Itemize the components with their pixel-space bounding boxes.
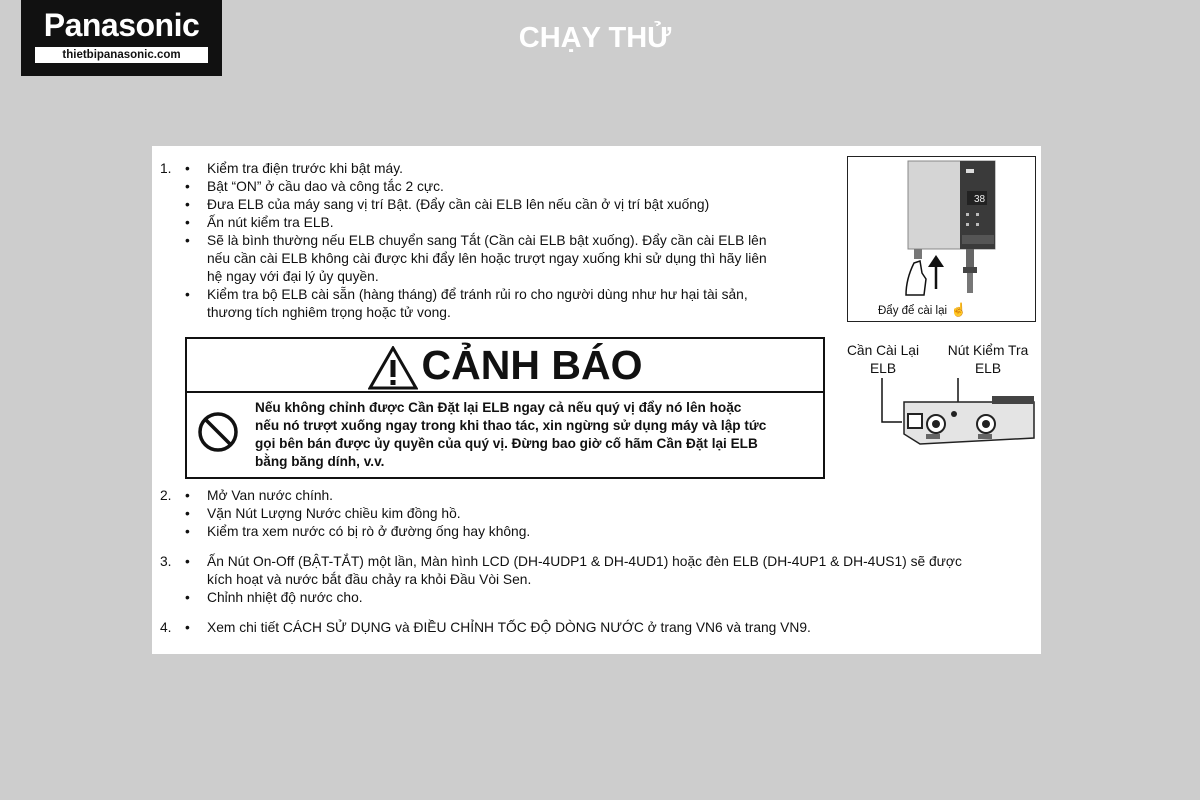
step-text: Mở Van nước chính. bbox=[207, 488, 334, 503]
reset-lever-label-line: ELB bbox=[869, 361, 897, 376]
step-text: thương tích nghiêm trọng hoặc tử vong. bbox=[207, 305, 451, 320]
warning-line: nếu nó trượt xuống ngay trong khi thao tác, xin ngừng sử dụng máy và lập tức bbox=[255, 418, 767, 433]
page-title: CHẠY THỬ bbox=[518, 22, 672, 54]
step-text: Kiểm tra điện trước khi bật máy. bbox=[207, 161, 403, 176]
bullet-icon: • bbox=[185, 233, 190, 248]
bullet-icon: • bbox=[185, 554, 190, 569]
bullet-icon: • bbox=[185, 215, 190, 230]
reset-lever-label-line: Cần Cài Lại bbox=[846, 343, 920, 358]
step-number: 1. bbox=[160, 161, 172, 176]
warning-title-row bbox=[187, 341, 823, 390]
panasonic-logo bbox=[21, 0, 222, 76]
step-number: 2. bbox=[160, 488, 172, 503]
warning-text bbox=[255, 399, 815, 471]
test-button-label bbox=[938, 342, 1038, 378]
figure-caption-text: Đẩy để cài lại bbox=[878, 305, 948, 317]
bullet-icon: • bbox=[185, 590, 190, 605]
lcd-display-icon bbox=[973, 191, 987, 205]
step-text: kích hoạt và nước bắt đầu chảy ra khỏi Đầu Vòi Sen. bbox=[207, 572, 532, 587]
instruction-sheet bbox=[152, 146, 1041, 654]
lcd-display-value: 38 bbox=[974, 194, 986, 205]
water-heater-figure bbox=[847, 156, 1036, 322]
logo-url: thietbipanasonic.com bbox=[35, 47, 208, 63]
water-heater-illustration bbox=[848, 157, 1035, 297]
warning-line: bằng băng dính, v.v. bbox=[255, 454, 385, 469]
bullet-icon: • bbox=[185, 488, 190, 503]
figure-caption bbox=[878, 302, 967, 318]
bullet-icon: • bbox=[185, 161, 190, 176]
hand-icon: ☝ bbox=[947, 302, 967, 317]
step-text: Bật “ON” ở cầu dao và công tắc 2 cực. bbox=[207, 179, 444, 194]
prohibited-icon bbox=[197, 411, 239, 453]
step-text: Kiểm tra xem nước có bị rò ở đường ống hay không. bbox=[207, 524, 531, 539]
step-number: 4. bbox=[160, 620, 172, 635]
step-text: nếu cần cài ELB không cài được khi đẩy lên hoặc trượt ngay xuống khi sử dụng thì hãy liên bbox=[207, 251, 767, 266]
step-text: Ấn Nút On-Off (BẬT-TẮT) một lần, Màn hình LCD (DH-4UDP1 & DH-4UD1) hoặc đèn ELB (DH-4UP1 & DH-4US1) sẽ được bbox=[207, 554, 962, 569]
step-text: Sẽ là bình thường nếu ELB chuyển sang Tắt (Cần cài ELB bật xuống). Đẩy cần cài ELB lên bbox=[207, 233, 767, 248]
bullet-icon: • bbox=[185, 524, 190, 539]
step-text: Kiểm tra bộ ELB cài sẵn (hàng tháng) để tránh rủi ro cho người dùng như hư hại tài sản, bbox=[207, 287, 748, 302]
warning-title: CẢNH BÁO bbox=[421, 342, 643, 388]
bullet-icon: • bbox=[185, 287, 190, 302]
step-text: Chỉnh nhiệt độ nước cho. bbox=[207, 590, 363, 605]
warning-header bbox=[187, 339, 823, 393]
elb-panel-illustration bbox=[842, 378, 1038, 458]
warning-line: gọi bên bán được ủy quyền của quý vị. Đừng bao giờ cố hãm Cần Đặt lại ELB bbox=[255, 436, 758, 451]
warning-line: Nếu không chỉnh được Cần Đặt lại ELB ngay cả nếu quý vị đẩy nó lên hoặc bbox=[255, 400, 742, 415]
step-text: Đưa ELB của máy sang vị trí Bật. (Đẩy cần cài ELB lên nếu cần ở vị trí bật xuống) bbox=[207, 197, 710, 212]
logo-brand: Panasonic bbox=[43, 7, 200, 43]
bullet-icon: • bbox=[185, 179, 190, 194]
bullet-icon: • bbox=[185, 506, 190, 521]
step-text: hệ ngay với đại lý ủy quyền. bbox=[207, 269, 379, 284]
step-number: 3. bbox=[160, 554, 172, 569]
test-button-label-line: Nút Kiểm Tra bbox=[947, 343, 1029, 358]
step-text: Ấn nút kiểm tra ELB. bbox=[207, 215, 334, 230]
step-text: Xem chi tiết CÁCH SỬ DỤNG và ĐIỀU CHỈNH TỐC ĐỘ DÒNG NƯỚC ở trang VN6 và trang VN9. bbox=[207, 620, 811, 635]
bullet-icon: • bbox=[185, 197, 190, 212]
bullet-icon: • bbox=[185, 620, 190, 635]
warning-box bbox=[185, 337, 825, 479]
warning-triangle-icon bbox=[368, 346, 418, 390]
step-text: Vặn Nút Lượng Nước chiều kim đồng hồ. bbox=[207, 506, 461, 521]
reset-lever-label bbox=[838, 342, 928, 378]
test-button-label-line: ELB bbox=[974, 361, 1002, 376]
